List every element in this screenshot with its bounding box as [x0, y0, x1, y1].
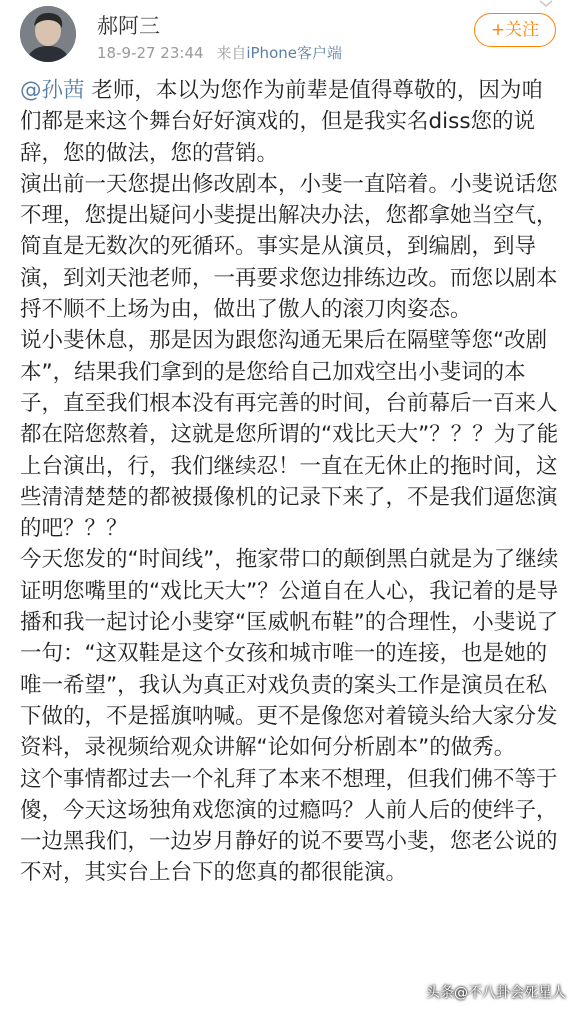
source-link[interactable]: iPhone客户端 [246, 44, 342, 62]
post-paragraph-4: 今天您发的“时间线”，拖家带口的颠倒黑白就是为了继续证明您嘴里的“戏比天大”？公道自在人心，我记着的是导播和我一起讨论小斐穿“匡威帆布鞋”的合理性，小斐说了一句：“这双鞋是这个女孩和城市唯一的连接，也是她的唯一希望”，我认为真正对戏负责的案头工作是演员在私下做的，不是摇旗呐喊。更不是像您对着镜头给大家分发资料，录视频给观众讲解“论如何分析剧本”的做秀。 [20, 547, 559, 761]
post-header [0, 0, 578, 75]
post-body [20, 75, 560, 889]
avatar-photo-icon [20, 6, 76, 62]
post-meta [97, 42, 342, 63]
post-paragraph-1 [20, 75, 560, 169]
chevron-down-icon[interactable] [539, 0, 553, 8]
avatar[interactable] [20, 6, 76, 62]
paragraph-text: 老师，本以为您作为前辈是值得尊敬的，因为咱们都是来这个舞台好好演戏的，但是我实名diss您的说辞，您的做法，您的营销。 [20, 78, 543, 166]
watermark: 头条@不八卦会死星人 [426, 985, 566, 1001]
mention-link[interactable]: @孙茜 [20, 78, 85, 103]
follow-button[interactable]: +关注 [474, 13, 556, 47]
source-prefix: 来自 [216, 44, 247, 62]
username[interactable]: 郝阿三 [97, 14, 160, 38]
post-paragraph-5: 这个事情都过去一个礼拜了本来不想理，但我们佛不等于傻，今天这场独角戏您演的过瘾吗？人前人后的使绊子，一边黑我们，一边岁月静好的说不要骂小斐，您老公说的不对，其实台上台下的您真的都很能演。 [20, 766, 558, 886]
timestamp: 18-9-27 23:44 [97, 44, 204, 62]
post-paragraph-2: 演出前一天您提出修改剧本，小斐一直陪着。小斐说话您不理，您提出疑问小斐提出解决办法，您都拿她当空气，简直是无数次的死循环。事实是从演员，到编剧，到导演，到刘天池老师，一再要求您边排练边改。而您以剧本捋不顺不上场为由，做出了傲人的滚刀肉姿态。 [20, 171, 558, 323]
post-paragraph-3: 说小斐休息，那是因为跟您沟通无果后在隔壁等您“改剧本”，结果我们拿到的是您给自己加戏空出小斐词的本子，直至我们根本没有再完善的时间，台前幕后一百来人都在陪您熬着，这就是您所谓的“戏比天大”？？？为了能上台演出，行，我们继续忍！一直在无休止的拖时间，这些清清楚楚的都被摄像机的记录下来了，不是我们逼您演的吧？？？ [20, 328, 559, 542]
